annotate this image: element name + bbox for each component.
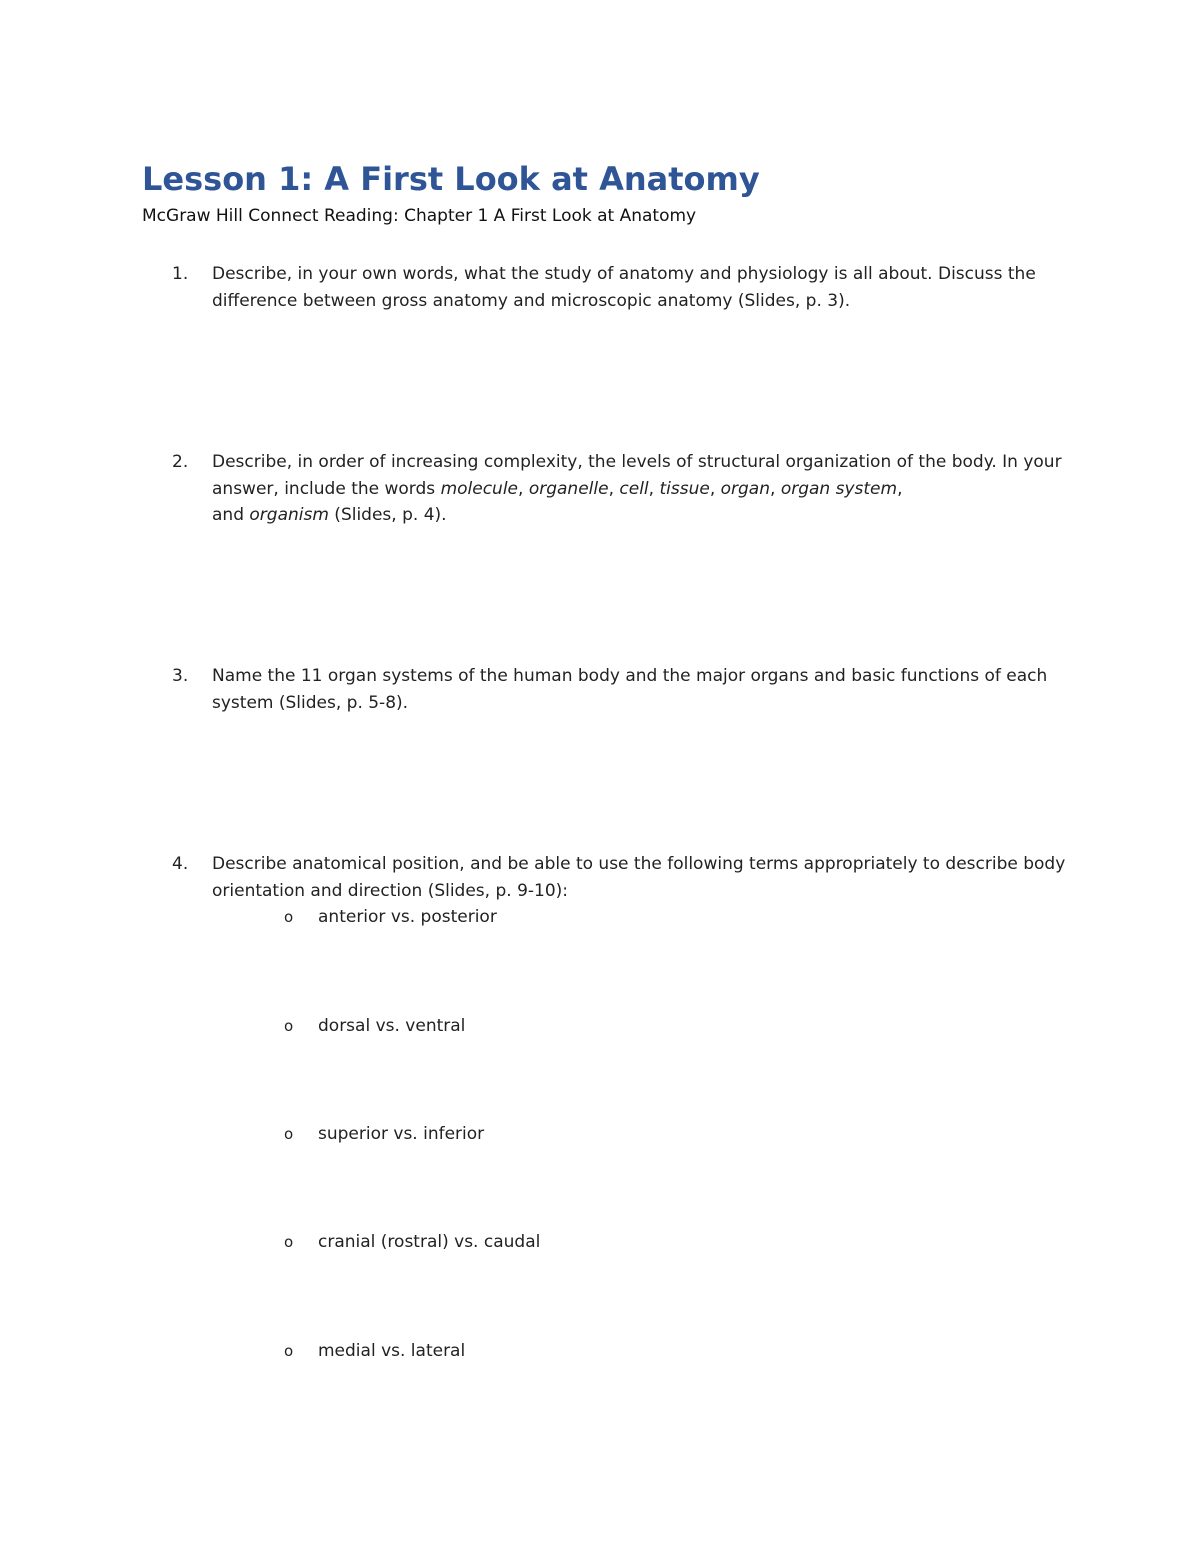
question-text: Name the 11 organ systems of the human body and the major organs and basic functions of each system (Slides, p. 5-8). xyxy=(212,666,1048,713)
question-number: 1. xyxy=(172,264,189,284)
question-number: 3. xyxy=(172,666,189,686)
bullet-marker: o xyxy=(284,908,294,926)
term-organ: organ xyxy=(720,478,770,499)
page-title: Lesson 1: A First Look at Anatomy xyxy=(142,160,760,198)
term-organelle: organelle xyxy=(528,478,609,499)
list-item: o dorsal vs. ventral xyxy=(284,1013,465,1039)
question-text-part: (Slides, p. 4). xyxy=(328,505,447,525)
question-text: Describe anatomical position, and be able to use the following terms appropriately to describe body orientation and direction (Slides, p. 9-10): xyxy=(212,854,1066,901)
list-item: o cranial (rostral) vs. caudal xyxy=(284,1229,540,1255)
question-3 xyxy=(172,663,1072,716)
question-text: Describe, in order of increasing complexity, the levels of structural organization of the body. In your answer, include the words molecule, organelle, cell, tissue, organ, organ system, and organism (Slides, p. 4). xyxy=(212,452,1062,525)
question-1 xyxy=(172,261,1072,314)
list-item: o medial vs. lateral xyxy=(284,1338,465,1364)
question-4 xyxy=(172,851,1072,904)
term-molecule: molecule xyxy=(440,478,519,499)
term-organism: organism xyxy=(249,505,329,525)
question-text: Describe, in your own words, what the study of anatomy and physiology is all about. Discuss the difference between gross anatomy and microscopic anatomy (Slides, p. 3). xyxy=(212,264,1036,311)
question-number: 2. xyxy=(172,452,189,472)
question-text-part: Describe, in order of increasing complexity, the levels of structural organization of the body. In your answer, include the words xyxy=(212,452,1062,499)
bullet-marker: o xyxy=(284,1017,294,1035)
question-number: 4. xyxy=(172,854,189,874)
question-2 xyxy=(172,449,1072,529)
bullet-marker: o xyxy=(284,1233,294,1251)
list-item: o anterior vs. posterior xyxy=(284,904,497,930)
page-subtitle: McGraw Hill Connect Reading: Chapter 1 A First Look at Anatomy xyxy=(142,206,697,226)
bullet-marker: o xyxy=(284,1125,294,1143)
term-tissue: tissue xyxy=(659,478,710,499)
term-organ-system: organ system xyxy=(780,478,898,499)
list-item: o superior vs. inferior xyxy=(284,1121,484,1147)
term-cell: cell xyxy=(619,478,649,499)
bullet-marker: o xyxy=(284,1342,294,1360)
